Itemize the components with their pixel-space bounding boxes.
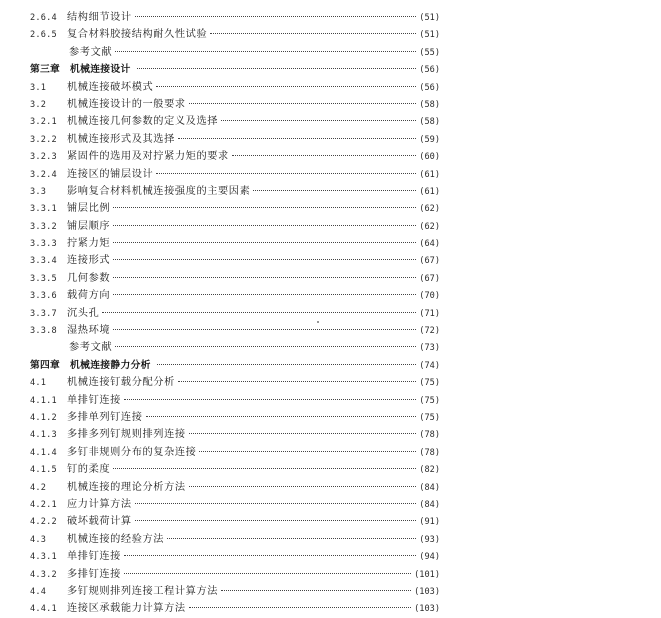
toc-entry-row[interactable] [30, 339, 440, 356]
toc-entry-title: 连接形式 [67, 255, 111, 267]
toc-entry-row[interactable] [30, 496, 440, 513]
toc-entry-number: 4.4.1 [30, 604, 57, 615]
toc-entry-number: 3.2.2 [30, 134, 57, 145]
toc-page-number: (61) [419, 169, 440, 180]
toc-entry-row[interactable] [30, 200, 440, 217]
toc-entry-title: 紧固件的选用及对拧紧力矩的要求 [67, 151, 229, 163]
dot-leader [221, 120, 416, 121]
dot-leader [189, 607, 411, 608]
toc-page-number: (51) [419, 30, 440, 41]
toc-entry-row[interactable] [30, 287, 440, 304]
dot-leader [135, 520, 417, 521]
dot-leader [113, 294, 416, 295]
toc-entry-row[interactable] [30, 479, 440, 496]
toc-entry-number: 4.4 [30, 586, 47, 597]
toc-entry-title: 多排单列钉连接 [67, 411, 143, 423]
toc-page-number: (62) [419, 221, 440, 232]
toc-entry-row[interactable] [30, 322, 440, 339]
toc-entry-title: 机械连接形式及其选择 [67, 133, 175, 145]
toc-entry-title: 多排钉连接 [67, 568, 121, 580]
toc-entry-number: 4.1 [30, 378, 47, 389]
toc-page-number: (74) [419, 360, 440, 371]
toc-page-number: (72) [419, 326, 440, 337]
dot-leader [113, 329, 416, 330]
dot-leader [178, 381, 416, 382]
toc-page-number: (103) [414, 586, 440, 597]
toc-entry-number: 3.1 [30, 82, 47, 93]
toc-entry-row[interactable] [30, 183, 440, 200]
dot-leader [113, 259, 416, 260]
toc-entry-row[interactable] [30, 9, 440, 26]
scan-speck [317, 321, 319, 323]
toc-entry-row[interactable] [30, 461, 440, 478]
toc-entry-title: 机械连接破坏模式 [67, 81, 154, 93]
toc-entry-number: 第四章 [30, 359, 60, 371]
toc-entry-row[interactable] [30, 26, 440, 43]
toc-entry-row[interactable] [30, 252, 440, 269]
dot-leader [124, 555, 416, 556]
toc-page-number: (59) [419, 134, 440, 145]
toc-entry-number: 4.3.2 [30, 569, 57, 580]
toc-page-number: (101) [414, 569, 440, 580]
toc-entry-row[interactable] [30, 235, 440, 252]
toc-page-number: (73) [419, 343, 440, 354]
toc-entry-title: 多钉规则排列连接工程计算方法 [67, 585, 219, 597]
toc-entry-row[interactable] [30, 44, 440, 61]
dot-leader [124, 573, 411, 574]
toc-page-number: (58) [419, 117, 440, 128]
toc-page-number: (56) [419, 65, 440, 76]
toc-entry-title: 湿热环境 [67, 325, 111, 337]
dot-leader [137, 68, 417, 69]
toc-entry-title: 参考文献 [69, 46, 113, 58]
toc-entry-number: 4.1.5 [30, 465, 57, 476]
toc-entry-title: 铺层顺序 [67, 220, 111, 232]
toc-entry-number: 3.3.2 [30, 221, 57, 232]
toc-entry-title: 机械连接几何参数的定义及选择 [67, 116, 219, 128]
toc-entry-number: 4.3 [30, 534, 47, 545]
toc-entry-title: 机械连接设计的一般要求 [67, 98, 186, 110]
toc-entry-title: 单排钉连接 [67, 394, 121, 406]
dot-leader [115, 346, 416, 347]
toc-page-number: (84) [419, 499, 440, 510]
toc-entry-row[interactable] [30, 113, 440, 130]
toc-entry-number: 2.6.4 [30, 13, 57, 23]
toc-entry-number: 3.3.5 [30, 273, 57, 284]
toc-entry-number: 4.2 [30, 482, 47, 493]
toc-entry-row[interactable] [30, 392, 440, 409]
dot-leader [113, 242, 416, 243]
toc-entry-number: 3.2.3 [30, 152, 57, 163]
toc-page-number: (62) [419, 204, 440, 215]
toc-entry-title: 机械连接设计 [70, 64, 131, 76]
toc-entry-title: 参考文献 [69, 342, 113, 354]
toc-page-number: (55) [419, 47, 440, 58]
dot-leader [157, 364, 417, 365]
toc-page-number: (64) [419, 239, 440, 250]
toc-entry-number: 3.3.1 [30, 204, 57, 215]
toc-entry-title: 拧紧力矩 [67, 238, 111, 250]
toc-entry-number: 3.3.3 [30, 239, 57, 250]
toc-page-number: (58) [419, 99, 440, 110]
toc-entry-title: 机械连接的理论分析方法 [67, 481, 186, 493]
toc-page-number: (84) [419, 482, 440, 493]
toc-entry-row[interactable] [30, 270, 440, 287]
dot-leader [189, 103, 417, 104]
dot-leader [156, 173, 416, 174]
toc-entry-number: 4.1.3 [30, 430, 57, 441]
dot-leader [189, 486, 417, 487]
dot-leader [253, 190, 416, 191]
toc-page-number: (61) [419, 186, 440, 197]
dot-leader [232, 155, 416, 156]
toc-entry-title: 机械连接的经验方法 [67, 533, 165, 545]
toc-page-number: (51) [419, 13, 440, 23]
toc-entry-row[interactable] [30, 583, 440, 600]
toc-page-number: (56) [419, 82, 440, 93]
toc-entry-row[interactable] [30, 166, 440, 183]
toc-page-number: (82) [419, 465, 440, 476]
dot-leader [113, 468, 416, 469]
toc-entry-number: 3.2 [30, 99, 47, 110]
toc-entry-row[interactable] [30, 305, 440, 322]
toc-entry-title: 沉头孔 [67, 307, 100, 319]
toc-entry-number: 4.1.4 [30, 447, 57, 458]
toc-entry-number: 3.3.6 [30, 291, 57, 302]
toc-entry-title: 多钉非规则分布的复杂连接 [67, 446, 197, 458]
dot-leader [156, 86, 416, 87]
toc-entry-row[interactable] [30, 131, 440, 148]
toc-page-number: (78) [419, 447, 440, 458]
toc-entry-title: 影响复合材料机械连接强度的主要因素 [67, 185, 251, 197]
dot-leader [115, 51, 416, 52]
toc-entry-title: 单排钉连接 [67, 551, 121, 563]
toc-entry-row[interactable] [30, 426, 440, 443]
toc-entry-title: 机械连接钉载分配分析 [67, 377, 175, 389]
dot-leader [124, 399, 416, 400]
toc-page-number: (75) [419, 412, 440, 423]
dot-leader [113, 277, 416, 278]
toc-page-number: (67) [419, 256, 440, 267]
toc-entry-title: 连接区承载能力计算方法 [67, 603, 186, 615]
toc-entry-number: 第三章 [30, 64, 60, 76]
toc-entry-number: 4.1.1 [30, 395, 57, 406]
toc-entry-number: 3.3.8 [30, 326, 57, 337]
toc-entry-number: 3.3.4 [30, 256, 57, 267]
toc-chapter-row[interactable] [30, 357, 440, 374]
table-of-contents [30, 9, 440, 618]
toc-page-number: (91) [419, 517, 440, 528]
toc-entry-row[interactable] [30, 444, 440, 461]
toc-chapter-row[interactable] [30, 61, 440, 78]
toc-entry-row[interactable] [30, 566, 440, 583]
dot-leader [113, 225, 416, 226]
toc-entry-number: 4.1.2 [30, 412, 57, 423]
dot-leader [210, 33, 416, 34]
dot-leader [167, 538, 416, 539]
dot-leader [178, 138, 416, 139]
dot-leader [189, 433, 417, 434]
dot-leader [199, 451, 416, 452]
toc-entry-title: 连接区的铺层设计 [67, 168, 154, 180]
toc-page-number: (78) [419, 430, 440, 441]
toc-page-number: (67) [419, 273, 440, 284]
toc-entry-number: 3.3.7 [30, 308, 57, 319]
toc-page-number: (103) [414, 604, 440, 615]
dot-leader [135, 503, 417, 504]
toc-entry-title: 破坏载荷计算 [67, 516, 132, 528]
toc-entry-title: 复合材料胶接结构耐久性试验 [67, 29, 208, 41]
toc-entry-row[interactable] [30, 531, 440, 548]
dot-leader [221, 590, 411, 591]
toc-page-number: (70) [419, 291, 440, 302]
toc-entry-title: 几何参数 [67, 272, 111, 284]
toc-entry-row[interactable] [30, 374, 440, 391]
toc-entry-title: 结构细节设计 [67, 12, 132, 23]
dot-leader [135, 16, 417, 17]
toc-page-number: (94) [419, 552, 440, 563]
toc-entry-number: 3.3 [30, 186, 47, 197]
toc-entry-row[interactable] [30, 96, 440, 113]
toc-page-number: (60) [419, 152, 440, 163]
toc-entry-number: 4.3.1 [30, 552, 57, 563]
toc-entry-title: 应力计算方法 [67, 498, 132, 510]
toc-entry-row[interactable] [30, 600, 440, 617]
toc-entry-title: 铺层比例 [67, 203, 111, 215]
dot-leader [146, 416, 417, 417]
toc-entry-row[interactable] [30, 409, 440, 426]
toc-entry-row[interactable] [30, 148, 440, 165]
toc-entry-row[interactable] [30, 218, 440, 235]
toc-entry-title: 多排多列钉规则排列连接 [67, 429, 186, 441]
toc-page-number: (71) [419, 308, 440, 319]
toc-entry-number: 2.6.5 [30, 30, 57, 41]
toc-entry-number: 3.2.4 [30, 169, 57, 180]
toc-entry-title: 机械连接静力分析 [70, 359, 151, 371]
toc-entry-number: 3.2.1 [30, 117, 57, 128]
toc-entry-number: 4.2.2 [30, 517, 57, 528]
dot-leader [102, 312, 416, 313]
dot-leader [113, 207, 416, 208]
toc-page-number: (93) [419, 534, 440, 545]
toc-page-number: (75) [419, 378, 440, 389]
toc-entry-title: 钉的柔度 [67, 464, 111, 476]
toc-entry-row[interactable] [30, 513, 440, 530]
toc-entry-title: 载荷方向 [67, 290, 111, 302]
toc-page-number: (75) [419, 395, 440, 406]
toc-entry-number: 4.2.1 [30, 499, 57, 510]
toc-entry-row[interactable] [30, 548, 440, 565]
toc-entry-row[interactable] [30, 79, 440, 96]
